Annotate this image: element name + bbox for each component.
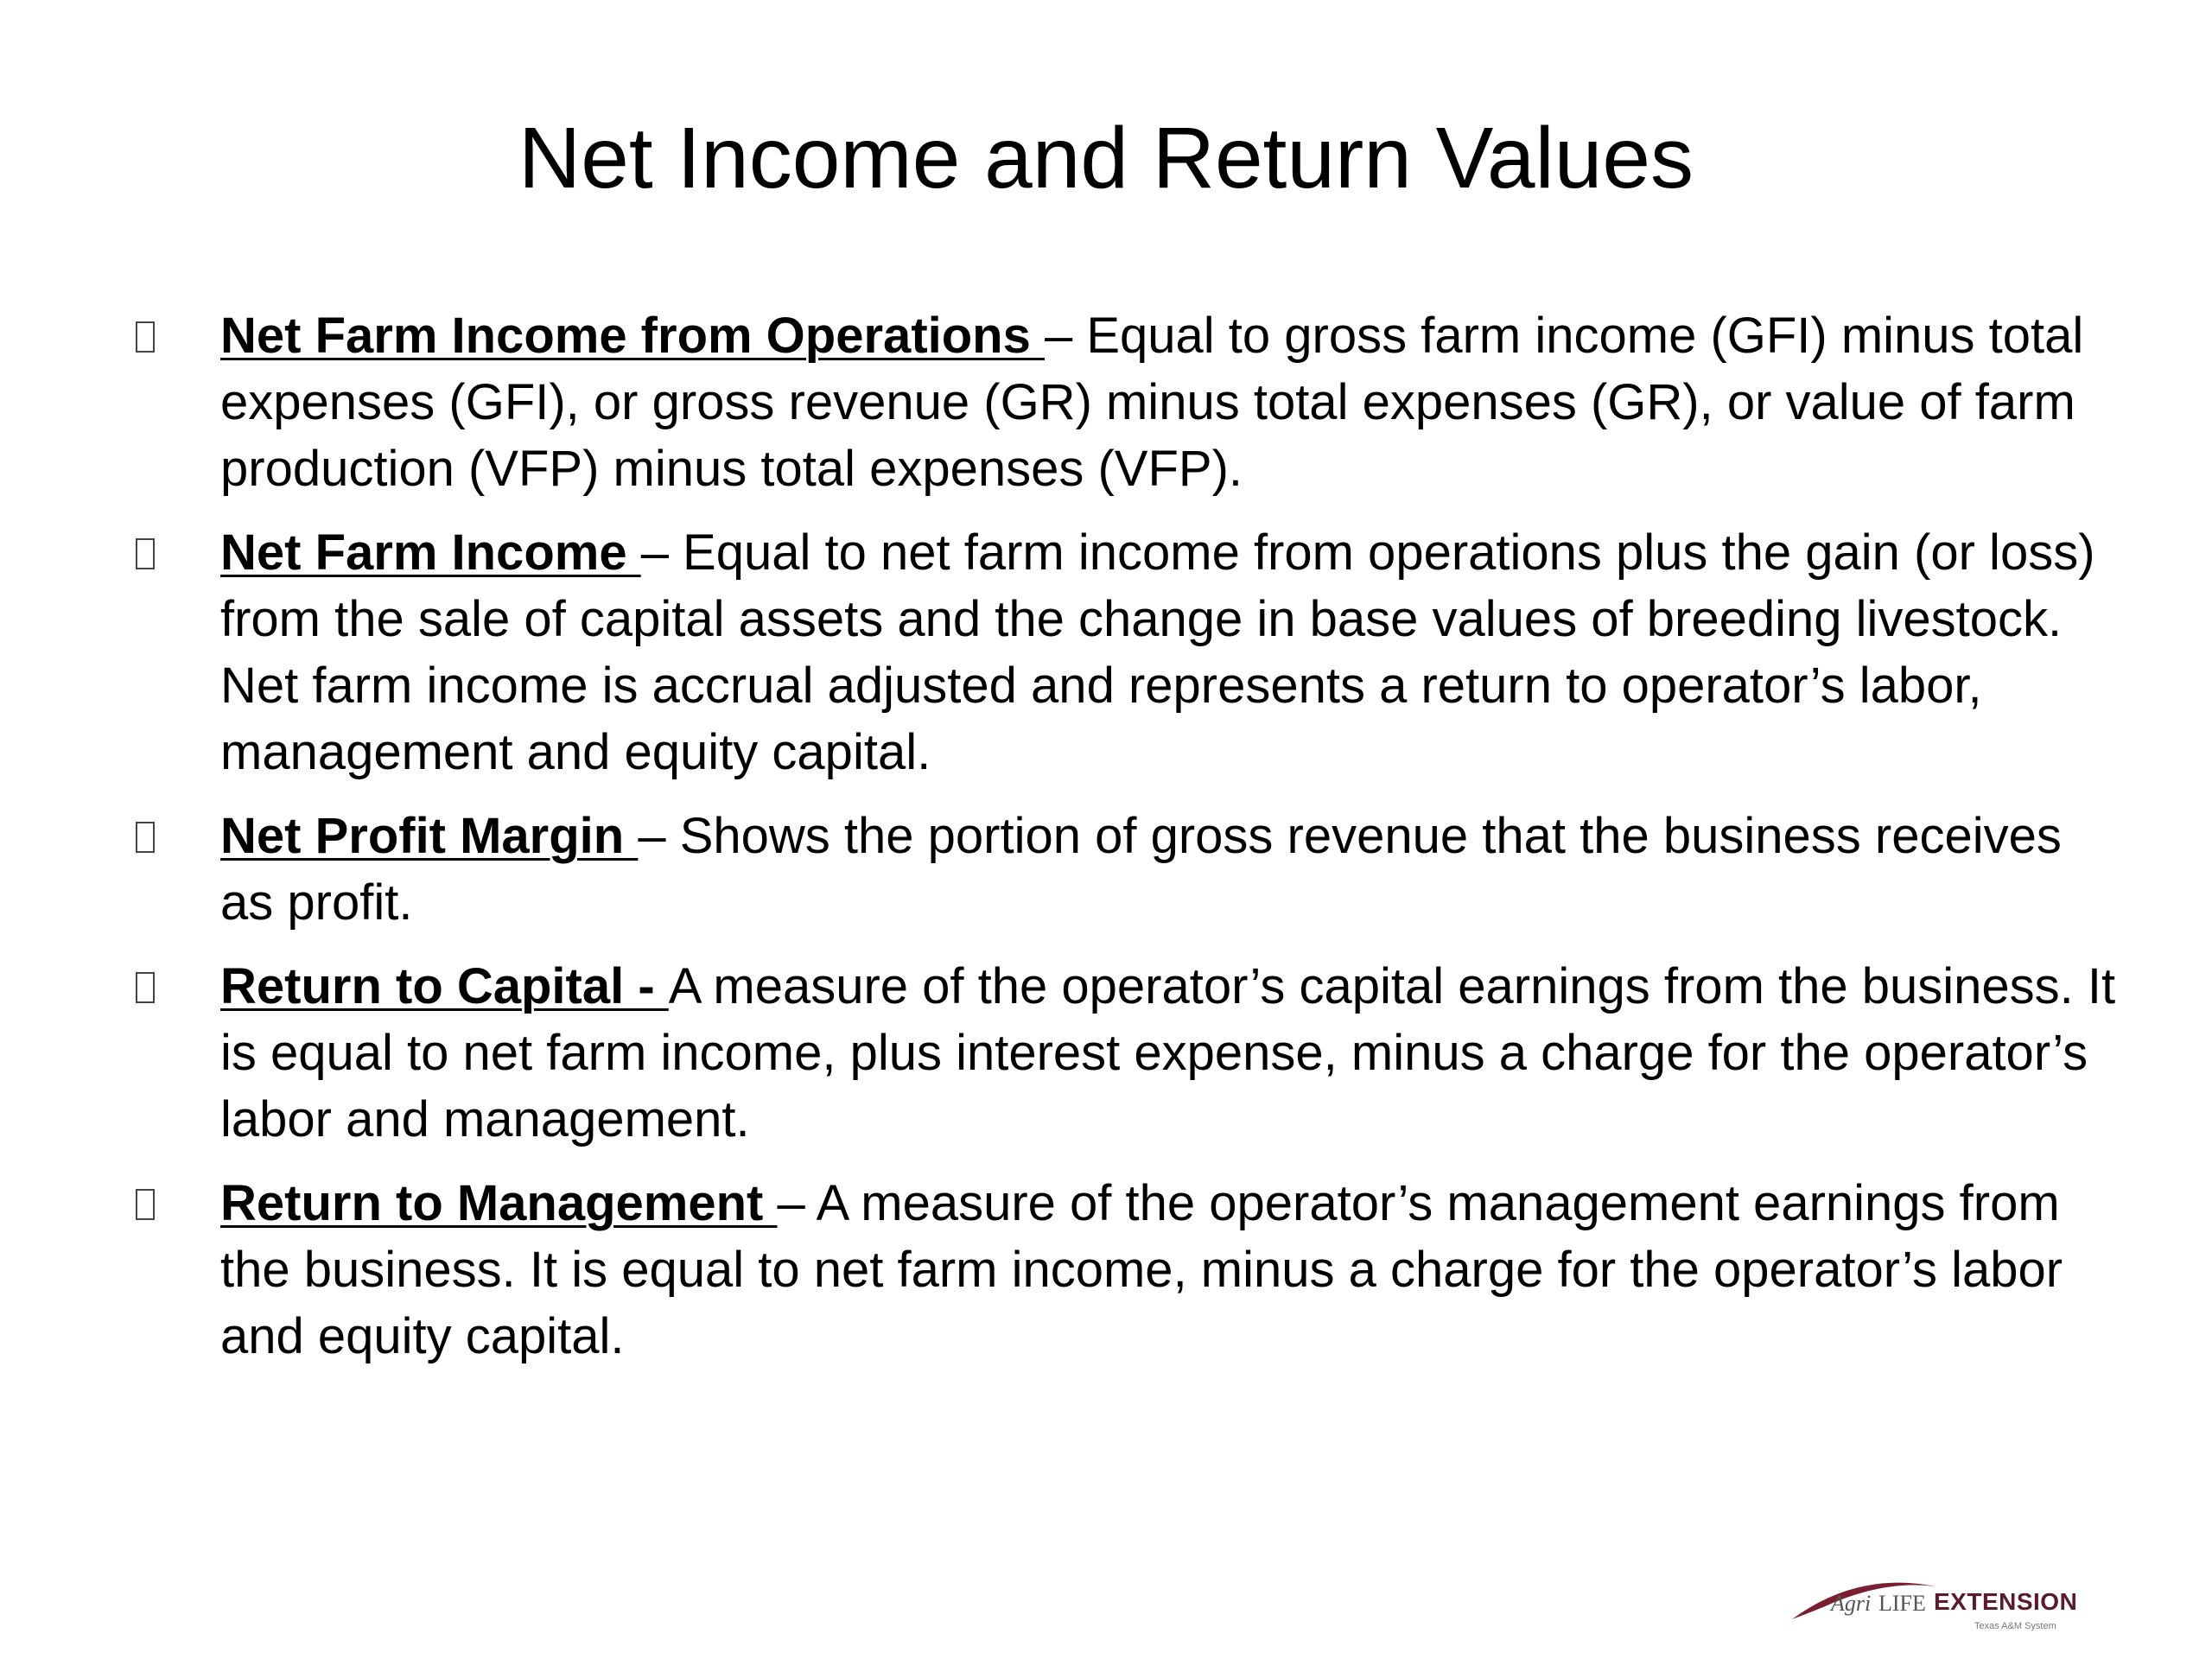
term-label: Net Farm Income — [220, 524, 641, 581]
definition-text: – Equal to net farm income from operations plus the gain (or loss) from the sale of capital assets and the change in base values of breeding livestock. Net farm income is accrual adjusted and represents a return to operator’s labor, management and equity capital. — [220, 524, 2095, 780]
list-item — [130, 803, 2117, 936]
empty-square-icon — [136, 321, 155, 353]
definition-text: – Equal to gross farm income (GFI) minus total expenses (GFI), or gross revenue (GR) minus total expenses (GR), or value of farm production (VFP) minus total expenses (VFP). — [220, 308, 2084, 497]
logo-extension-text: EXTENSION — [1934, 1588, 2078, 1615]
list-item — [130, 953, 2117, 1153]
definition-text: – A measure of the operator’s management earnings from the business. It is equal to net farm income, minus a charge for the operator’s labor and equity capital. — [220, 1175, 2063, 1364]
logo-subtitle-text: Texas A&M System — [1974, 1621, 2056, 1631]
bullet-list — [130, 302, 2117, 1387]
list-item — [130, 302, 2117, 502]
logo-life-text: LIFE — [1878, 1591, 1926, 1616]
logo-agri-text: Agri — [1831, 1591, 1872, 1616]
definition-text: – Shows the portion of gross revenue that the business receives as profit. — [220, 808, 2062, 931]
term-label: Net Profit Margin — [220, 808, 639, 864]
empty-square-icon — [136, 972, 155, 1003]
slide-title: Net Income and Return Values — [518, 110, 1694, 207]
term-label: Net Farm Income from Operations — [220, 308, 1045, 364]
definition-text: A measure of the operator’s capital earnings from the business. It is equal to net farm income, plus interest expense, minus a charge for the operator’s labor and management. — [220, 958, 2116, 1147]
empty-square-icon — [136, 822, 155, 853]
term-label: Return to Capital - — [220, 958, 669, 1014]
empty-square-icon — [136, 538, 155, 569]
term-label: Return to Management — [220, 1175, 778, 1231]
empty-square-icon — [136, 1189, 155, 1220]
list-item — [130, 1170, 2117, 1370]
list-item — [130, 519, 2117, 785]
agrilife-extension-logo — [1789, 1562, 2082, 1642]
